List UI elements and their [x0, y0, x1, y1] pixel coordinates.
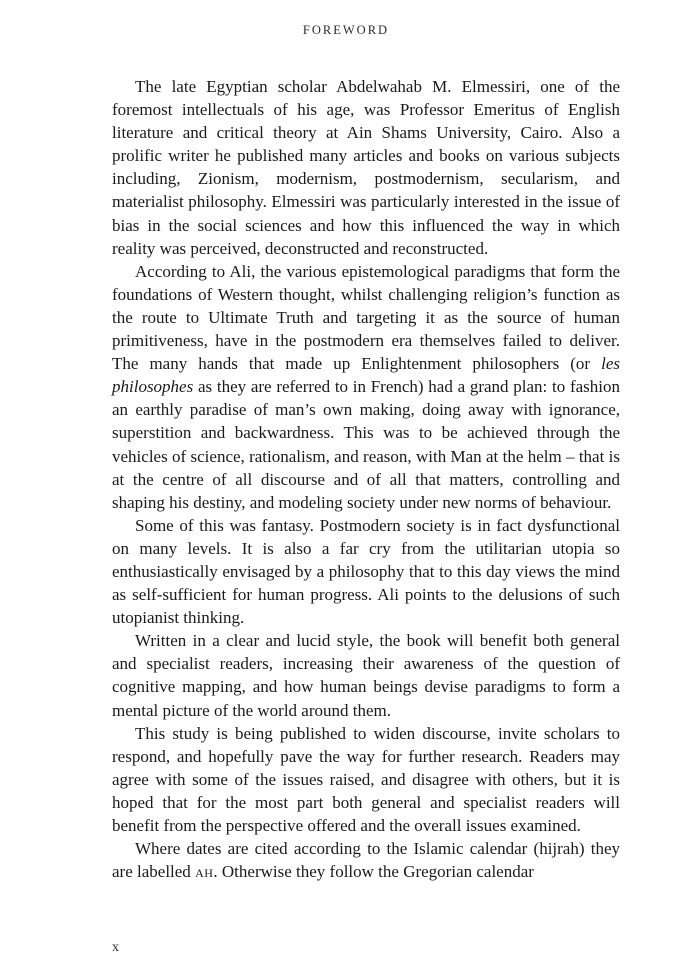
text-segment: This study is being published to widen discourse, invite scholars to respond, and hopefully pave the way for further research. Readers may agree with some of the issues raised, and disagree with others, but it is hoped that for the most part both general and specialist readers will benefit from the perspective offered and the overall issues examined. — [112, 723, 620, 835]
text-segment: as they are referred to in French) had a grand plan: to fashion an earthly paradise of man’s own making, doing away with ignorance, superstition and backwardness. This was to be achieved through the vehicles of science, rationalism, and reason, with Man at the helm – that is at the centre of all discourse and of all that matters, controlling and shaping his destiny, and modeling society under new norms of behaviour. — [112, 377, 620, 512]
text-segment: . Otherwise they follow the Gregorian calendar — [213, 862, 534, 882]
text-segment: According to Ali, the various epistemological paradigms that form the foundations of Western thought, whilst challenging religion’s function as the route to Ultimate Truth and targeting it as the source of human primitiveness, have in the postmodern era themselves failed to deliver. The many hands that made up Enlightenment philosophers (or — [112, 261, 620, 374]
paragraph — [112, 722, 620, 837]
paragraph — [112, 75, 620, 260]
text-segment: Where dates are cited according to the Islamic calendar (hijrah) they are labelled — [112, 839, 620, 882]
page-number: x — [112, 940, 119, 955]
paragraph — [112, 260, 620, 514]
paragraph — [112, 629, 620, 721]
small-caps-abbreviation: ah — [195, 862, 214, 882]
italic-term: les philosophes — [112, 354, 620, 397]
running-head: FOREWORD — [302, 23, 390, 37]
paragraph — [112, 837, 620, 883]
text-segment: Some of this was fantasy. Postmodern society is in fact dysfunctional on many levels. It is also a far cry from the utilitarian utopia so enthusiastically envisaged by a philosophy that to this day views the mind as self-sufficient for human progress. Ali points to the delusions of such utopianist thinking. — [112, 515, 620, 628]
text-segment: The late Egyptian scholar Abdelwahab M. Elmessiri, one of the foremost intellectuals of his age, was Professor Emeritus of English literature and critical theory at Ain Shams University, Cairo. Also a prolific writer he published many articles and books on various subjects including, Zionism, modernism, postmodernism, secularism, and materialist philosophy. Elmessiri was particularly interested in the issue of bias in the social sciences and how this influenced the way in which reality was perceived, deconstructed and reconstructed. — [112, 77, 620, 258]
body-text — [112, 75, 620, 883]
paragraph — [112, 514, 620, 629]
text-segment: Written in a clear and lucid style, the book will benefit both general and specialist readers, increasing their awareness of the question of cognitive mapping, and how human beings devise paradigms to form a mental picture of the world around them. — [112, 631, 620, 720]
